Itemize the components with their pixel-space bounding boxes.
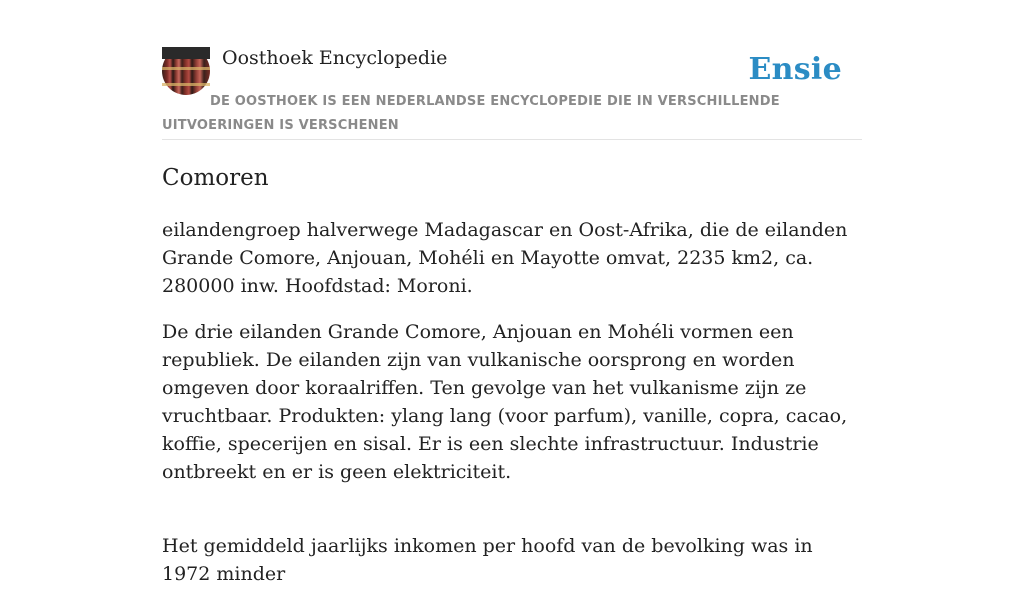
entry-title: Comoren [162,165,269,191]
avatar-band [162,67,210,70]
entry-paragraph: Het gemiddeld jaarlijks inkomen per hoofd van de bevolking was in 1972 minder [162,535,813,585]
avatar-shadow [162,47,210,59]
site-title[interactable]: Oosthoek Encyclopedie [222,47,448,69]
entry-content [162,160,862,606]
paragraph-gap [162,504,862,532]
encyclopedia-avatar[interactable] [162,47,210,95]
brand-logo[interactable]: Ensie [748,52,842,87]
site-header [162,46,862,140]
site-tagline: DE OOSTHOEK IS EEN NEDERLANDSE ENCYCLOPEDIE DIE IN VERSCHILLENDE UITVOERINGEN IS VERSCHENEN [162,94,780,133]
entry-paragraph: eilandengroep halverwege Madagascar en Oost-Afrika, die de eilanden Grande Comore, Anjouan, Mohéli en Mayotte omvat, 2235 km2, ca. 280000 inw. Hoofdstad: Moroni. [162,219,848,297]
avatar-band [162,83,210,86]
entry-paragraph: De drie eilanden Grande Comore, Anjouan en Mohéli vormen een republiek. De eilanden zijn van vulkanische oorsprong en worden omgeven door koraalriffen. Ten gevolge van het vulkanisme zijn ze vruchtbaar. Produkten: ylang lang (voor parfum), vanille, copra, cacao, koffie, specerijen en sisal. Er is een slechte infrastructuur. Industrie ontbreekt en er is geen elektriciteit. [162,321,848,483]
